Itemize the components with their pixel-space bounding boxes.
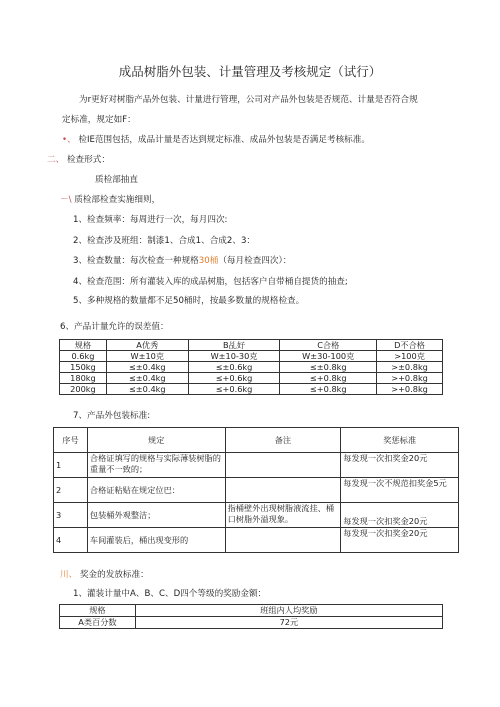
table-cell: 合格证填写的规格与实际薄装树脂的重量不一致的； [87, 453, 225, 478]
section-2-text: 检查形式： [66, 155, 110, 165]
table-cell: 4 [54, 528, 88, 553]
tolerance-header-b: B乩好 [188, 340, 280, 351]
item-1-bullet: •、 [62, 135, 76, 145]
table-cell: 包装桶外观整洁； [87, 503, 225, 528]
award-header-reward: 班组内人均奖励 [135, 605, 442, 617]
rule-7: 7、产品外包装标准: [73, 411, 151, 421]
inspection-method: 质检部抽直 [95, 175, 138, 185]
rule-5: 5、多种规格的数量都不足50桶时，按最多数量的规格检查。 [73, 296, 305, 306]
section-3-heading [60, 570, 149, 581]
table-cell: >+0.8kg [377, 373, 443, 384]
rule-4: 4、检查范围：所有灌装入库的成品树脂，包括客户自带桶自提货的抽查; [73, 277, 348, 287]
section-2-heading [47, 155, 110, 166]
table-row [60, 384, 443, 395]
table-cell: 车间灌装后，桶出现变形的 [87, 528, 225, 553]
tolerance-table [59, 339, 443, 395]
award-header-spec: 规格 [60, 605, 136, 617]
table-cell [225, 453, 341, 478]
table-cell: ≤±0.4kg [106, 362, 188, 373]
table-cell: A类百分数 [60, 617, 136, 629]
table-cell: 1 [54, 453, 88, 478]
table-cell: ≤+0.6kg [188, 373, 280, 384]
table-cell: ≤±0.8kg [280, 362, 377, 373]
subsection-1-number: －\ [60, 195, 72, 205]
table-row [60, 351, 443, 362]
table-cell: >100克 [377, 351, 443, 362]
rule-3-number: 30桶 [198, 256, 219, 266]
rule-6: 6、产品计量允许的误差值： [60, 322, 169, 332]
table-cell: ≤+0.8kg [280, 373, 377, 384]
table-cell: ≤+0.8kg [280, 384, 377, 395]
packaging-header-note: 备注 [225, 428, 341, 453]
tolerance-header-spec: 规格 [60, 340, 107, 351]
table-cell: 每发现一次扣奖金20元 [341, 453, 459, 478]
table-row [54, 453, 459, 478]
table-cell: W±10-30克 [188, 351, 280, 362]
table-row [54, 478, 459, 503]
packaging-header-rule: 规定 [87, 428, 225, 453]
table-row [54, 528, 459, 553]
table-cell: 3 [54, 503, 88, 528]
packaging-header-row [54, 428, 459, 453]
item-1 [62, 135, 370, 146]
award-table [59, 604, 443, 629]
table-cell: 2 [54, 478, 88, 503]
table-cell: ≤±0.4kg [106, 373, 188, 384]
tolerance-header-row [60, 340, 443, 351]
table-cell: W±10克 [106, 351, 188, 362]
tolerance-header-d: D不合格 [377, 340, 443, 351]
table-row [60, 617, 443, 629]
table-cell: >±0.8kg [377, 362, 443, 373]
award-header-row [60, 605, 443, 617]
table-cell: ≤+0.6kg [188, 384, 280, 395]
table-row [60, 373, 443, 384]
table-cell: >+0.8kg [377, 384, 443, 395]
section-3-number: 川、 [60, 570, 78, 580]
intro-line-2: 定标准，规定如F： [62, 115, 136, 125]
rule-2: 2、检查涉及班组：制漆1、合成1、合成2、3： [73, 236, 256, 246]
table-cell: 每发现一次扣奖金20元 [341, 528, 459, 553]
page-title: 成品树脂外包装、计量管理及考核规定（试行） [118, 64, 382, 79]
section-2-number: 二、 [47, 155, 65, 165]
item-1-text: 检IE范围包括，成品计量是否达到规定标准、成品外包装是否满足考核标准。 [78, 135, 370, 145]
rule-3-post: （每月检查四次）： [218, 256, 292, 266]
intro-line-1: 为r更好对树脂产品外包装、计量进行管理，公司对产品外包装是否规范、计量是否符合规 [79, 95, 418, 105]
table-cell: ≤±0.4kg [106, 384, 188, 395]
packaging-header-penalty: 奖惩标准 [341, 428, 459, 453]
table-cell: 每发现一次不规范扣奖金5元 [341, 478, 459, 503]
rule-3 [73, 256, 291, 267]
table-cell: 0.6kg [60, 351, 107, 362]
table-cell [225, 528, 341, 553]
rule-1: 1、检查频率：每周进行一次，每月四次: [73, 215, 228, 225]
table-cell: 合格证粘贴在规定位巴： [87, 478, 225, 503]
table-cell: 72元 [135, 617, 442, 629]
section-3-text: 奖金的发放标准： [79, 570, 149, 580]
subsection-1-heading [60, 195, 160, 206]
packaging-table [53, 427, 459, 553]
table-row [60, 362, 443, 373]
table-cell: ≤±0.6kg [188, 362, 280, 373]
table-cell: 200kg [60, 384, 107, 395]
rule-8: 1、灌装计量中A、B、C、D四个等级的奖励金额： [73, 589, 267, 599]
table-cell: 每发现一次扣奖金20元 [341, 503, 459, 528]
table-row [54, 503, 459, 528]
rule-3-pre: 3、检查数量：每次检查一种规格 [73, 256, 199, 266]
table-cell: W±30-100克 [280, 351, 377, 362]
table-cell [225, 478, 341, 503]
packaging-header-no: 序号 [54, 428, 88, 453]
subsection-1-text: 质检部检查实施细则， [74, 195, 161, 205]
table-cell: 180kg [60, 373, 107, 384]
table-cell: 指桶壁外出现树脂液流挂、桶口树脂外溢现象。 [225, 503, 341, 528]
tolerance-header-a: A优秀 [106, 340, 188, 351]
table-cell: 150kg [60, 362, 107, 373]
tolerance-header-c: C合格 [280, 340, 377, 351]
